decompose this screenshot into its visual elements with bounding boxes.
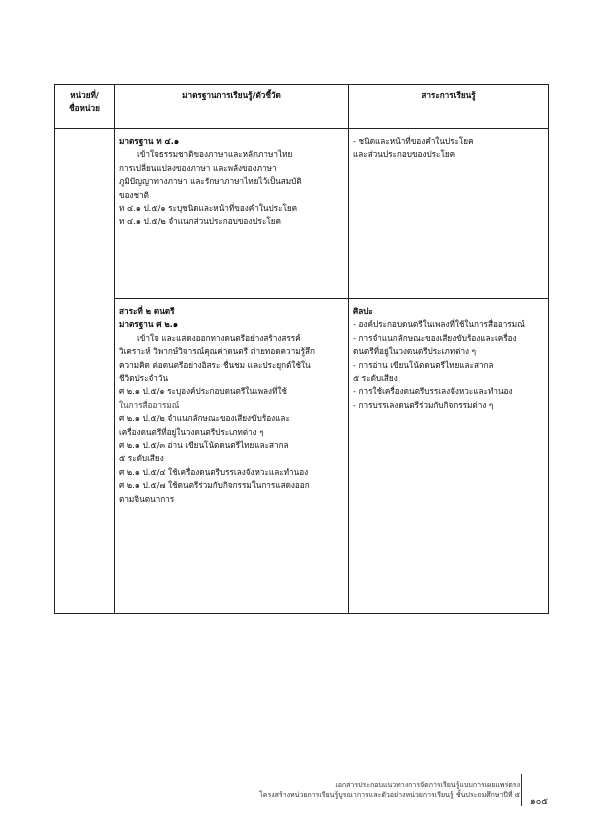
- standard-line: เข้าใจ และแสดงออกทางดนตรีอย่างสร้างสรรค์: [137, 332, 301, 343]
- indicator-line: ศ ๒.๑ ป.๕/๔ ใช้เครื่องดนตรีบรรเลงจังหวะและทำนอง: [119, 466, 309, 477]
- page-number: ๑๐๕: [530, 797, 549, 807]
- page-footer: [230, 780, 520, 800]
- indicator-line: ศ ๒.๑ ป.๕/๑ ระบุองค์ประกอบดนตรีในเพลงที่ใช้: [119, 386, 287, 397]
- curriculum-table: [54, 84, 549, 614]
- footer-line2: โครงสร้างหน่วยการเรียนรู้บูรณาการและตัวอย่างหน่วยการเรียนรู้ ชั้นประถมศึกษาปีที่ ๕: [259, 791, 520, 799]
- indicator-line: ๕ ระดับเสียง: [119, 453, 164, 464]
- content-cell-music: [349, 299, 549, 614]
- table-row: [55, 129, 549, 299]
- content-heading: ศิลปะ: [353, 306, 373, 316]
- header-unit-line1: หน่วยที่/: [70, 90, 99, 100]
- standard-line: ของชาติ: [119, 189, 149, 200]
- standard-cell-language: [115, 129, 349, 299]
- header-unit: [55, 85, 115, 129]
- standard-line: ภูมิปัญญาทางภาษา และรักษาภาษาไทยไว้เป็นสมบัติ: [119, 176, 302, 187]
- content-line: และส่วนประกอบของประโยค: [353, 149, 456, 160]
- table-header-row: [55, 85, 549, 129]
- header-content: สาระการเรียนรู้: [349, 85, 549, 129]
- footer-line1: เอกสารประกอบแนวทางการจัดการเรียนรู้แบบการเผยแพร่ตรง: [335, 781, 520, 789]
- content-line: ดนตรีที่อยู่ในวงดนตรีประเภทต่าง ๆ: [353, 346, 477, 357]
- standard-title: มาตรฐาน ศ ๒.๑: [119, 319, 179, 330]
- content-line: - การใช้เครื่องดนตรีบรรเลงจังหวะและทำนอง: [353, 386, 513, 397]
- indicator-line: ในการสื่ออารมณ์: [119, 399, 180, 410]
- indicator-line: ศ ๒.๑ ป.๕/๒ จำแนกลักษณะของเสียงขับร้องและ: [119, 413, 290, 424]
- standard-title: มาตรฐาน ท ๔.๑: [119, 136, 180, 146]
- indicator-line: ท ๔.๑ ป.๕/๑ ระบุชนิดและหน้าที่ของคำในประโยค: [119, 203, 298, 214]
- table-row: [55, 299, 549, 614]
- content-line: ๕ ระดับเสียง: [353, 373, 398, 384]
- standard-line: ชีวิตประจำวัน: [119, 373, 169, 384]
- content-line: - การบรรเลงดนตรีร่วมกับกิจกรรมต่าง ๆ: [353, 399, 494, 410]
- indicator-line: ตามจินตนาการ: [119, 493, 175, 504]
- content-line: - องค์ประกอบดนตรีในเพลงที่ใช้ในการสื่ออารมณ์: [353, 319, 525, 330]
- standard-line: ความคิด ต่อดนตรีอย่างอิสระ ชื่นชม และประยุกต์ใช้ใน: [119, 359, 311, 370]
- strand-title: สาระที่ ๒ ดนตรี: [119, 306, 175, 316]
- content-line: - การจำแนกลักษณะของเสียงขับร้องและเครื่อง: [353, 332, 517, 343]
- indicator-line: เครื่องดนตรีที่อยู่ในวงดนตรีประเภทต่าง ๆ: [119, 426, 264, 437]
- unit-cell: [55, 129, 115, 614]
- indicator-line: ศ ๒.๑ ป.๕/๓ อ่าน เขียนโน้ตดนตรีไทยและสากล: [119, 440, 289, 451]
- indicator-line: ศ ๒.๑ ป.๕/๗ ใช้ดนตรีร่วมกับกิจกรรมในการแสดงออก: [119, 480, 310, 491]
- header-unit-line2: ชื่อหน่วย: [69, 103, 100, 114]
- content-line: - ชนิดและหน้าที่ของคำในประโยค: [353, 136, 474, 146]
- content-cell-language: [349, 129, 549, 299]
- content-line: - การอ่าน เขียนโน้ตดนตรีไทยและสากล: [353, 359, 494, 370]
- indicator-line: ท ๔.๑ ป.๕/๒ จำแนกส่วนประกอบของประโยค: [119, 216, 282, 227]
- footer-divider: [521, 774, 522, 806]
- standard-line: เข้าใจธรรมชาติของภาษาและหลักภาษาไทย: [137, 149, 293, 160]
- standard-cell-music: [115, 299, 349, 614]
- header-standard: มาตรฐานการเรียนรู้/ตัวชี้วัด: [115, 85, 349, 129]
- standard-line: การเปลี่ยนแปลงของภาษา และพลังของภาษา: [119, 162, 277, 173]
- standard-line: วิเคราะห์ วิพากษ์วิจารณ์คุณค่าดนตรี ถ่ายทอดความรู้สึก: [119, 346, 315, 357]
